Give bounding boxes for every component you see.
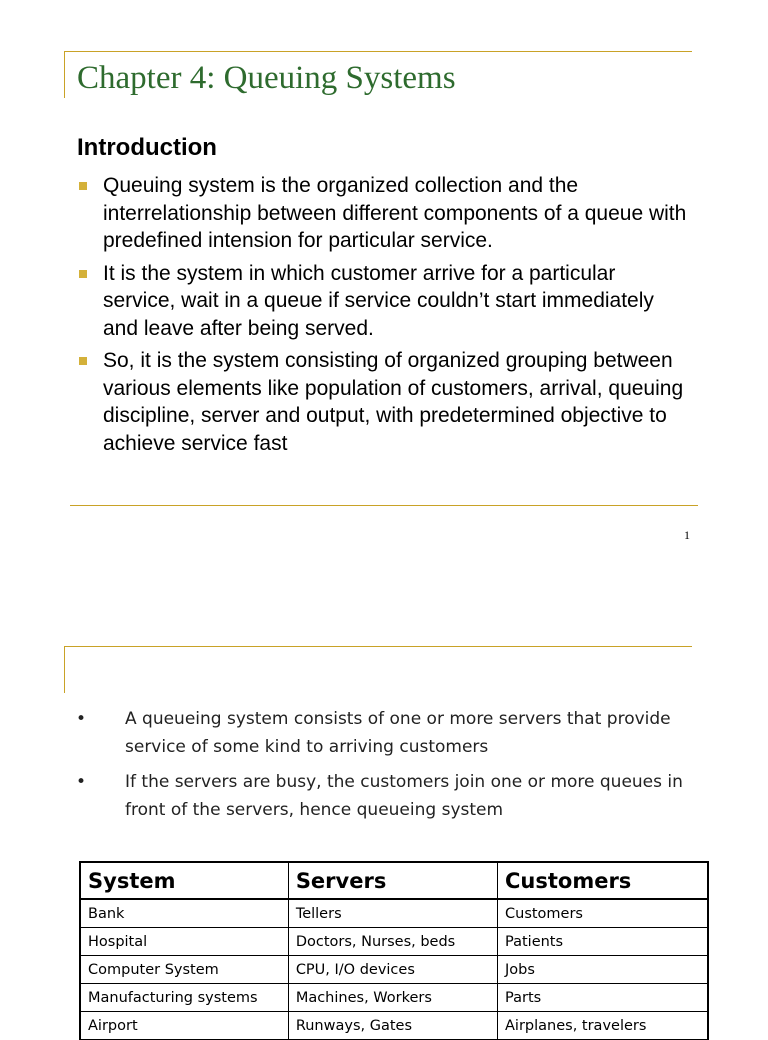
square-bullet-icon bbox=[79, 357, 87, 365]
bullet-dot-icon: • bbox=[76, 709, 87, 729]
cell-customers: Parts bbox=[498, 984, 709, 1012]
cell-servers: CPU, I/O devices bbox=[288, 956, 497, 984]
bullet-text: Queuing system is the organized collection and the interrelationship between different components of a queue with predefined intension for particular service. bbox=[103, 174, 687, 252]
cell-servers: Machines, Workers bbox=[288, 984, 497, 1012]
bullet-item bbox=[76, 768, 696, 824]
cell-customers: Airplanes, travelers bbox=[498, 1012, 709, 1040]
bullet-item bbox=[78, 172, 688, 255]
cell-servers: Doctors, Nurses, beds bbox=[288, 928, 497, 956]
bullet-text: If the servers are busy, the customers join one or more queues in front of the servers, hence queueing system bbox=[125, 772, 683, 820]
cell-customers: Patients bbox=[498, 928, 709, 956]
bullet-item bbox=[78, 260, 688, 343]
cell-system: Bank bbox=[80, 899, 288, 928]
table-row bbox=[80, 984, 708, 1012]
frame-left-rule bbox=[64, 646, 65, 693]
header-servers: Servers bbox=[288, 862, 497, 899]
bullet-text: So, it is the system consisting of organized grouping between various elements like population of customers, arrival, queuing discipline, server and output, with predetermined objective to achieve service fast bbox=[103, 349, 684, 455]
cell-system: Computer System bbox=[80, 956, 288, 984]
page-number: 1 bbox=[684, 528, 690, 542]
table-row bbox=[80, 1012, 708, 1040]
queueing-systems-table bbox=[79, 861, 709, 1040]
table-row bbox=[80, 956, 708, 984]
footer-rule bbox=[70, 505, 698, 506]
frame-top-rule bbox=[64, 51, 692, 52]
frame-left-rule bbox=[64, 51, 65, 98]
cell-servers: Runways, Gates bbox=[288, 1012, 497, 1040]
square-bullet-icon bbox=[79, 182, 87, 190]
slide-2 bbox=[0, 560, 768, 1034]
bullet-dot-icon: • bbox=[76, 772, 87, 792]
bullet-item bbox=[76, 705, 696, 761]
cell-system: Hospital bbox=[80, 928, 288, 956]
cell-customers: Customers bbox=[498, 899, 709, 928]
cell-servers: Tellers bbox=[288, 899, 497, 928]
header-customers: Customers bbox=[498, 862, 709, 899]
table-header-row bbox=[80, 862, 708, 899]
table-row bbox=[80, 899, 708, 928]
bullet-text: It is the system in which customer arrive for a particular service, wait in a queue if service couldn’t start immediately and leave after being served. bbox=[103, 261, 654, 340]
section-heading: Introduction bbox=[77, 134, 217, 161]
frame-top-rule bbox=[64, 646, 692, 647]
cell-system: Airport bbox=[80, 1012, 288, 1040]
cell-system: Manufacturing systems bbox=[80, 984, 288, 1012]
bullet-list bbox=[78, 172, 688, 462]
header-system: System bbox=[80, 862, 288, 899]
square-bullet-icon bbox=[79, 270, 87, 278]
bullet-item bbox=[78, 347, 688, 457]
table-row bbox=[80, 928, 708, 956]
bullet-text: A queueing system consists of one or more servers that provide service of some kind to arriving customers bbox=[125, 709, 671, 757]
bullet-list bbox=[76, 705, 696, 831]
slide-title: Chapter 4: Queuing Systems bbox=[77, 60, 456, 96]
cell-customers: Jobs bbox=[498, 956, 709, 984]
